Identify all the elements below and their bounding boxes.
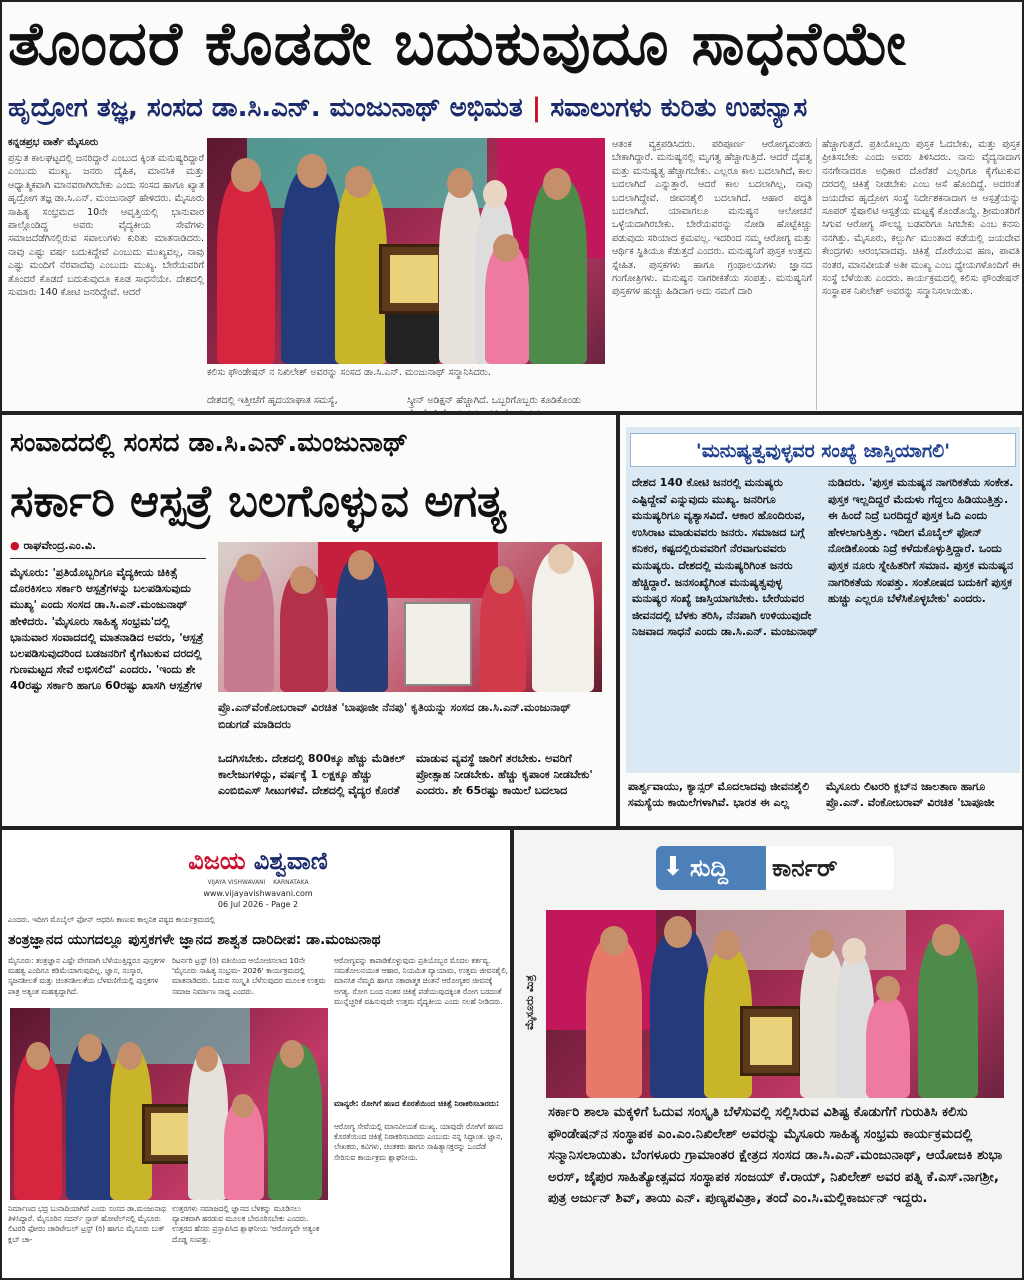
masthead-part-a: ವಿಜಯ xyxy=(188,847,246,875)
clip5-banner-box xyxy=(656,846,766,890)
clip5-photo xyxy=(546,910,1004,1098)
clip1-col1: ಪ್ರಸ್ತುತ ಕಾಲಘಟ್ಟದಲ್ಲಿ ಜನರಿದ್ದಾರೆ ಎಂಬುದ ಕ್ಕಿಂತ ಮನುಷ್ಯರಿದ್ದಾರೆ ಎಂಬುದು ಮುಖ್ಯ. ಜನರು ದೈಹಿಕ, ಮಾನಸಿಕ ಮತ್ತು ಆಧ್ಯಾತ್ಮಿಕವಾಗಿ ಮಾನವರಾಗಿರಬೇಕು ಎಂದು ಸಂಸದ ಹಾಗೂ ಖ್ಯಾತ ಹೃದ್ರೋಗ ತಜ್ಞ ಡಾ.ಸಿ.ಎನ್. ಮಂಜುನಾಥ್ ಹೇಳಿದರು. ಮೈಸೂರು ಸಾಹಿತ್ಯ ಸಂಭ್ರಮದ 10ನೇ ಆವೃತ್ತಿಯಲ್ಲಿ ಭಾನುವಾರ ಪಾಲ್ಗೊಂಡಿದ್ದ ಅವರು ವೈದ್ಯಕೀಯ ಸೇವೆಗಳು ಸಮಾಜದೆಡೆಗಿನಲ್ಲಿರುವ ಸವಾಲುಗಳು ಕುರಿತು ಮಾತನಾಡಿದರು. ನಾವು ಎಷ್ಟು ವರ್ಷ ಬದುಕಿದ್ದೇವೆ ಎಂಬುದು ಮುಖ್ಯವಲ್ಲ, ನಾವು ಎಷ್ಟು ಮಂದಿಗೆ ನೆರವಾದೆವು ಎಂಬುದು ಮುಖ್ಯ. ಬೇರೆಯವರಿಗೆ ತೊಂದರೆ ಕೊಡದೆ ಬದುಕುವುದೂ ಕೂಡ ಸಾಧನೆಯೇ. ದೇಶದಲ್ಲಿ ಸುಮಾರು 140 ಕೋಟಿ ಜನರಿದ್ದೇವೆ. ಆದರೆ xyxy=(8,153,204,299)
clip2-col-a: ಒದಗಿಸಬೇಕು. ದೇಶದಲ್ಲಿ 800ಕ್ಕೂ ಹೆಚ್ಚು ಮೆಡಿಕಲ್ ಕಾಲೇಜುಗಳಿದ್ದು, ವರ್ಷಕ್ಕೆ 1 ಲಕ್ಷಕ್ಕೂ ಹೆಚ್ಚು ಎಂಬಿಬಿಎಸ್ ಸೀಟುಗಳಿವೆ. ದೇಶದಲ್ಲಿ ವೈದ್ಯರ ಕೊರತೆ xyxy=(218,752,406,798)
clip2-headline: ಸರ್ಕಾರಿ ಆಸ್ಪತ್ರೆ ಬಲಗೊಳ್ಳುವ ಅಗತ್ಯ xyxy=(10,476,507,527)
clip4-date: 06 Jul 2026 - Page 2 xyxy=(217,900,299,909)
clip4-subhead: ಮಾನ್ಯರೇ: ರೋಗಿಗೆ ಹಣದ ಕೊರತೆಯಿಂದ ಚಿಕಿತ್ಸೆ ನಿರಾಕರಿಸಬಾರದು: xyxy=(334,1099,500,1108)
clip4-photo xyxy=(10,1008,328,1200)
clip2-photo xyxy=(218,542,602,692)
clip2-byline-text: ರಾಘವೇಂದ್ರ.ಎಂ.ವಿ. xyxy=(23,539,97,552)
clip4-col2b: ಉತ್ತರಗಳು ಸಮಾಜದಲ್ಲಿ ಜ್ಞಾನದ ಬೆಳಕನ್ನು ಮೂಡಿಸಲು ವ್ಯಾಪಕವಾಗಿ ಹರಡುವ ಮೂಲಕ ಬೇರೂರಿಸಬೇಕು ಎಂದರು. ಉತ್ತರದ ಹೆಸರು ಪ್ರಸ್ತಾಪಿಸಿದ ಶ್ಲಾಘನೀಯ 'ಆರೋಗ್ಯವೇ ಅತ್ಯಂತ ದೊಡ್ಡ ಸಂಪತ್ತು. xyxy=(172,1204,320,1244)
clip4-col3b: ಆರೋಗ್ಯ ಸೇವೆಯಲ್ಲಿ ಮಾನವೀಯತೆ ಮುಖ್ಯ. ಯಾವುದೇ ರೋಗಿಗೆ ಹಣದ ಕೊರತೆಯಿಂದ ಚಿಕಿತ್ಸೆ ನಿರಾಕರಿಸಬಾರದು ಎಂಬುದು ನನ್ನ ಸಿದ್ಧಾಂತ. ಜ್ಞಾನ, ಲೇಖಕರು, ಕವಿಗಳು, ಚಿಂತಕರು ಹಾಗೂ ಸಾಹಿತ್ಯಾಸಕ್ತರನ್ನು ಒಂದೆಡೆ ಸೇರಿಸುವ ಕಾರ್ಯಕ್ರಮ ಶ್ಲಾಘನೀಯ. xyxy=(334,1122,503,1162)
clip1-byline: ಕನ್ನಡಪ್ರಭ ವಾರ್ತೆ ಮೈಸೂರು xyxy=(8,137,99,148)
clip3-below-col2: ಮೈಸೂರು ಲಿಟರರಿ ಕ್ಲಬ್‌ನ ಜಾಲತಾಣ ಹಾಗೂ ಪ್ರೊ.ಎನ್. ವೆಂಕೋಬರಾವ್ ವಿರಚಿತ 'ಬಾಪೂಜೀ xyxy=(826,780,995,810)
clip5-banner xyxy=(656,846,894,890)
clip4-col1: ಮೈಸೂರು: ತಂತ್ರಜ್ಞಾನ ಎಷ್ಟೇ ವೇಗವಾಗಿ ಬೆಳೆಯುತ್ತಿದ್ದರೂ ಪುಸ್ತಕಗಳ ಮಹತ್ವ ಎಂದಿಗೂ ಕಡಿಮೆಯಾಗುವುದಿಲ್ಲ. ಜ್ಞಾನ, ಸಂಸ್ಕಾರ, ಸೃಜನಶೀಲತೆ ಮತ್ತು ಚಿಂತನಶೀಲತೆಯ ಬೆಳವಣಿಗೆಯಲ್ಲಿ ಪುಸ್ತಕಗಳ ಪಾತ್ರ ಅತ್ಯಂತ ಮಹತ್ವದ್ದಾಗಿದೆ. xyxy=(8,956,165,996)
clip4-region: KARNATAKA xyxy=(273,879,309,886)
clip1-photo xyxy=(207,138,605,364)
clip5-side-label: ಮೈಸೂರು ಮಿತ್ರ xyxy=(523,975,536,1030)
masthead-part-b: ವಿಶ್ವವಾಣಿ xyxy=(253,847,328,875)
clip2-byline xyxy=(10,537,206,555)
clip1-subhead-right: ಸವಾಲುಗಳು ಕುರಿತು ಉಪನ್ಯಾಸ xyxy=(550,93,808,123)
clip3-below-col1: ಪಾರ್ಶ್ವವಾಯು, ಕ್ಯಾನ್ಸರ್ ಮೊದಲಾದವು ಜೀವನಶೈಲಿ ಸಮಸ್ಯೆಯ ಕಾಯಿಲೆಗಳಾಗಿವೆ. ಭಾರತ ಈ ಎಲ್ಲ xyxy=(628,780,810,810)
clip4-headline: ತಂತ್ರಜ್ಞಾನದ ಯುಗದಲ್ಲೂ ಪುಸ್ತಕಗಳೇ ಜ್ಞಾನದ ಶಾಶ್ವತ ದಾರಿದೀಪ: ಡಾ.ಮಂಜುನಾಥ xyxy=(8,932,381,948)
clip4-col1b: ನಿರ್ಮಾಣದ ಭದ್ರ ಬುನಾದಿಯಾಗಿವೆ ಎಂದು ಸಂಸದ ಡಾ.ಮಂಜುನಾಥ ತಿಳಿಸಿದ್ದಾರೆ. ಮೈಸೂರಿನ ಸದರ್ನ್ ಸ್ಟಾರ್ ಹೋಟೆಲ್‌ನಲ್ಲಿ ಮೈಸೂರು ಲಿಟರರಿ ಫೋರಂ ಚಾರಿಟೇಬಲ್ ಟ್ರಸ್ಟ್ (ರಿ) ಹಾಗೂ ಮೈಸೂರು ಬುಕ್ ಕ್ಲಬ್ ಚಾ- xyxy=(8,1204,166,1244)
clip4-url: www.vijayavishwavani.com xyxy=(203,889,313,898)
clip1-under-photo-a: ದೇಶದಲ್ಲಿ ಇತ್ತೀಚೆಗೆ ಹೃದಯಾಘಾತ ಸಮಸ್ಯೆ, xyxy=(207,395,338,406)
clip1-subhead-sep: | xyxy=(531,93,542,123)
clip5-banner-b: ಕಾರ್ನರ್ xyxy=(772,854,838,882)
clip5-banner-a: ಸುದ್ದಿ xyxy=(690,854,729,882)
clipping-prajavani xyxy=(0,413,618,828)
clip5-body: ಸರ್ಕಾರಿ ಶಾಲಾ ಮಕ್ಕಳಿಗೆ ಓದುವ ಸಂಸ್ಕೃತಿ ಬೆಳೆಸುವಲ್ಲಿ ಸಲ್ಲಿಸಿರುವ ವಿಶಿಷ್ಟ ಕೊಡುಗೆಗೆ ಗುರುತಿಸಿ ಕಲಿಸು ಫೌಂಡೇಷನ್‌ನ ಸಂಸ್ಥಾಪಕ ಎಂ.ಎಂ.ನಿಖಿಲೇಶ್ ಅವರನ್ನು ಮೈಸೂರು ಸಾಹಿತ್ಯ ಸಂಭ್ರಮ ಕಾರ್ಯಕ್ರಮದಲ್ಲಿ ಸನ್ಮಾನಿಸಲಾಯಿತು. ಬೆಂಗಳೂರು ಗ್ರಾಮಾಂತರ ಕ್ಷೇತ್ರದ ಸಂಸದ ಡಾ.ಸಿ.ಎನ್.ಮಂಜುನಾಥ್, ಆಯೋಜಕಿ ಶುಭಾ ಅರಸ್, ಜೈಪುರ ಸಾಹಿತ್ಯೋತ್ಸವದ ಸಂಸ್ಥಾಪಕ ಸಂಜಯ್ ಕೆ.ರಾಯ್, ನಿಖಿಲೇಶ್ ಅವರ ಪತ್ನಿ ಕೆ.ಎಸ್.ನಾಗಶ್ರೀ, ಪುತ್ರ ಅರ್ಜುನ್ ಶಿವ್, ತಾಯಿ ಎನ್. ಪುಣ್ಯಪವಿತ್ರಾ, ತಂದೆ ಎಂ.ಸಿ.ಮಲ್ಲಿಕಾರ್ಜುನ್ ಇದ್ದರು. xyxy=(548,1105,1003,1206)
clip4-col2: ರಿಟರ್ನರಿ ಟ್ರಸ್ಟ್ (ರಿ) ವತಿಯಿಂದ ಆಯೋಜಿಸಲಾದ 10ನೇ 'ಮೈಸೂರು ಸಾಹಿತ್ಯ ಸಂಭ್ರಮ- 2026' ಕಾರ್ಯಕ್ರಮದಲ್ಲಿ ಮಾತನಾಡಿದರು. ಓದುವ ಸಂಸ್ಕೃತಿ ಬೆಳೆಸುವುದರ ಮೂಲಕ ಉತ್ತಮ ಸಮಾಜ ನಿರ್ಮಾಣ ಸಾಧ್ಯ ಎಂದರು. xyxy=(172,956,326,996)
clip2-photo-caption: ಪ್ರೊ.ಎನ್‌ವೆಂಕೋಬರಾವ್ ವಿರಚಿತ 'ಬಾಪೂಜೀ ನೆನಪು' ಕೃತಿಯನ್ನು ಸಂಸದ ಡಾ.ಸಿ.ಎನ್.ಮಂಜುನಾಥ್ ಬಿಡುಗಡೆ ಮಾಡಿದರು xyxy=(218,701,571,731)
clip1-photo-caption: ಕಲಿಸು ಫೌಂಡೇಷನ್ ನ ನಿಖಿಲೇಶ್ ಅವರನ್ನು ಸಂಸದ ಡಾ.ಸಿ.ಎನ್. ಮಂಜುನಾಥ್ ಸನ್ಮಾನಿಸಿದರು. xyxy=(207,367,491,378)
clip3-box-title: 'ಮನುಷ್ಯತ್ವವುಳ್ಳವರ ಸಂಖ್ಯೆ ಜಾಸ್ತಿಯಾಗಲಿ' xyxy=(630,433,1016,467)
clip1-subheadline xyxy=(8,88,1018,128)
clip1-headline: ತೊಂದರೆ ಕೊಡದೇ ಬದುಕುವುದೂ ಸಾಧನೆಯೇ xyxy=(8,9,907,79)
bullet-icon: ● xyxy=(10,539,20,552)
clipping-kannadaprabha xyxy=(0,0,1024,413)
clip3-box-col2: ನುಡಿದರು. 'ಪುಸ್ತಕ ಮನುಷ್ಯನ ನಾಗರಿಕತೆಯ ಸಂಕೇತ. ಪುಸ್ತಕ ಇಲ್ಲದಿದ್ದರೆ ಮೆದುಳು ಗೆದ್ದಲು ಹಿಡಿಯುತ್ತಿತ್ತು. ಈ ಹಿಂದೆ ನಿದ್ರೆ ಬರದಿದ್ದರೆ ಪುಸ್ತಕ ಓದಿ ಎಂದು ಹೇಳಲಾಗುತ್ತಿತ್ತು. ಇದೀಗ ಮೊಬೈಲ್ ಫೋನ್ ನೋಡಿಕೊಂಡು ನಿದ್ರೆ ಕಳೆದುಕೊಳ್ಳುತ್ತಿದ್ದಾರೆ. ಒಂದು ಪುಸ್ತಕ ನೂರು ಸ್ನೇಹಿತರಿಗೆ ಸಮಾನ. ಪುಸ್ತಕ ಮನುಷ್ಯನ ನಾಗರಿಕತೆಯ ಸಂಪತ್ತು. ಸಂತೋಷದ ಬದುಕಿಗೆ ಪುಸ್ತಕ ಹುಚ್ಚು ಎಲ್ಲರೂ ಬೆಳೆಸಿಕೊಳ್ಳಬೇಕು' ಎಂದರು. xyxy=(828,476,1014,606)
clip3-box-col1: ದೇಶದ 140 ಕೋಟಿ ಜನರಲ್ಲಿ ಮನುಷ್ಯರು ಎಷ್ಟಿದ್ದೇವೆ ಎನ್ನುವುದು ಮುಖ್ಯ. ಜನರಿಗೂ ಮನುಷ್ಯರಿಗೂ ವ್ಯತ್ಯಾಸವಿದೆ. ಆಕಾರ ಹೊಂದಿರುವ, ಉಸಿರಾಟ ಮಾಡುವವರು ಜನರು. ಸಮಾಜದ ಬಗ್ಗೆ ಕನಿಕರ, ಕಷ್ಟದಲ್ಲಿರುವವರಿಗೆ ನೆರವಾಗುವವರು ಮನುಷ್ಯರು. ದೇಶದಲ್ಲಿ ಮನುಷ್ಯರಿಗಿಂತ ಜನರು ಹೆಚ್ಚಿದ್ದಾರೆ. ಜನಸಂಖ್ಯೆಗಿಂತ ಮನುಷ್ಯತ್ವವುಳ್ಳ ಮನುಷ್ಯರ ಸಂಖ್ಯೆ ಜಾಸ್ತಿಯಾಗಬೇಕು. ಬೇರೆಯವರ ಜೀವನದಲ್ಲಿ ಬೆಳಕು ತರಿಸಿ, ನೆನಪಾಗಿ ಉಳಿಯುವುದೇ ನಿಜವಾದ ಸಾಧನೆ ಎಂದು ಡಾ.ಸಿ.ಎನ್. ಮಂಜುನಾಥ್ xyxy=(632,476,818,639)
clipping-vijaya-vishwavani xyxy=(0,828,512,1280)
clip4-tagline-text: VIJAYA VISHWAVANI xyxy=(207,879,266,886)
clip1-under-photo-b: ಸ್ಕ್ರೀನ್ ಅಡಿಕ್ಷನ್ ಹೆಚ್ಚಾಗಿದೆ. ಒಬ್ಬರಿಗೊಬ್ಬರು ಕೂಡಿಕೊಂಡು xyxy=(407,395,582,406)
clip2-col-b: ಮಾಡುವ ವ್ಯವಸ್ಥೆ ಜಾರಿಗೆ ತರಬೇಕು. ಅವರಿಗೆ ಪ್ರೋತ್ಸಾಹ ನೀಡಬೇಕು. ಹೆಚ್ಚು ಕೃಪಾಂಕ ನೀಡಬೇಕು' ಎಂದರು. ಶೇ 65ರಷ್ಟು ಕಾಯಿಲೆ ಬದಲಾದ xyxy=(416,752,593,798)
clip4-masthead xyxy=(152,844,364,878)
clip2-lead: ಮೈಸೂರು: 'ಪ್ರತಿಯೊಬ್ಬರಿಗೂ ವೈದ್ಯಕೀಯ ಚಿಕಿತ್ಸೆ ದೊರಕಿಸಲು ಸರ್ಕಾರಿ ಆಸ್ಪತ್ರೆಗಳನ್ನು ಬಲಪಡಿಸುವುದು ಮುಖ್ಯ' ಎಂದು ಸಂಸದ ಡಾ.ಸಿ.ಎನ್.ಮಂಜುನಾಥ್ ಹೇಳಿದರು. 'ಮೈಸೂರು ಸಾಹಿತ್ಯ ಸಂಭ್ರಮ'ದಲ್ಲಿ ಭಾನುವಾರ ಸಂವಾದದಲ್ಲಿ ಮಾತನಾಡಿದ ಅವರು, 'ಆಸ್ಪತ್ರೆ ಬಲಪಡಿಸುವುದರಿಂದ ಬಡಜನರಿಗೆ ಕೈಗೆಟುಕುವ ದರದಲ್ಲಿ ಗುಣಮಟ್ಟದ ಸೇವೆ ಲಭಿಸಲಿದೆ' ಎಂದರು. 'ಇಂದು ಶೇ 40ರಷ್ಟು ಸರ್ಕಾರಿ ಹಾಗೂ 60ರಷ್ಟು ಖಾಸಗಿ ಆಸ್ಪತ್ರೆಗಳ xyxy=(10,566,204,693)
clip4-tagline xyxy=(152,878,364,888)
clip1-subhead-left: ಹೃದ್ರೋಗ ತಜ್ಞ, ಸಂಸದ ಡಾ.ಸಿ.ಎನ್. ಮಂಜುನಾಥ್ ಅಭಿಮತ xyxy=(8,93,523,123)
clip4-top-strip: ಎಂದರು. ಇದೀಗ ಮೊಬೈಲ್ ಫೋನ್ ಆಧರಿಸಿ ಕಾಣುವ ಕಾಲ್ಪನಿಕ ಪಠ್ಯದ ಕಾರ್ಯಕ್ರಮದಲ್ಲಿ xyxy=(8,915,215,924)
clipping-suddi-corner xyxy=(512,828,1024,1280)
clip2-kicker: ಸಂವಾದದಲ್ಲಿ ಸಂಸದ ಡಾ.ಸಿ.ಎನ್.ಮಂಜುನಾಥ್ xyxy=(10,428,409,458)
clipping-box-humanity xyxy=(618,413,1024,828)
clip4-col3: ಆರೋಗ್ಯವನ್ನು ಕಾಪಾಡಿಕೊಳ್ಳುವುದು ಪ್ರತಿಯೊಬ್ಬರ ಮೊದಲ ಕರ್ತವ್ಯ. ಸಮತೋಲನಯುತ ಆಹಾರ, ನಿಯಮಿತ ವ್ಯಾಯಾಮ, ಉತ್ತಮ ಜೀವನಶೈಲಿ, ಮಾನಸಿಕ ನೆಮ್ಮದಿ ಹಾಗೂ ಸಕಾರಾತ್ಮಕ ಚಿಂತನೆ ಆರೋಗ್ಯಕರ ಜೀವನಕ್ಕೆ ಅಗತ್ಯ. ರೋಗ ಬಂದ ನಂತರ ಚಿಕಿತ್ಸೆ ಪಡೆಯುವುದಕ್ಕಿಂತ ರೋಗ ಬರದಂತೆ ಮುನ್ನೆಚ್ಚರಿಕೆ ವಹಿಸುವುದೇ ಉತ್ತಮ ವೈದ್ಯಕೀಯ ಎಂದು ಸಲಹೆ ನೀಡಿದರು. xyxy=(334,956,508,1006)
clip1-col2: ಆತಂಕ ವ್ಯಕ್ತಪಡಿಸಿದರು. ಪರಿಪೂರ್ಣ ಆರೋಗ್ಯವಂತರು ಬೇಕಾಗಿದ್ದಾರೆ. ಮನುಷ್ಯನಲ್ಲಿ ಮೃಗತ್ವ ಹೆಚ್ಚಾಗುತ್ತಿದೆ. ಆದರೆ ದೈವತ್ವ ಮತ್ತು ಮನುಷ್ಯತ್ವ ಹೆಚ್ಚಾಗಬೇಕು. ಎಲ್ಲರೂ ಕಾಲ ಬದಲಾಗಿದೆ, ಕಾಲ ಬದಲಾಗಿದೆ ಎನ್ನುತ್ತಾರೆ. ಆದರೆ ಕಾಲ ಬದಲಾಗಿಲ್ಲ, ನಾವು ಬದಲಾಗಿದ್ದೇವೆ. ಜೀವನಶೈಲಿ ಬದಲಾಗಿದೆ. ಆಹಾರ ಪದ್ಧತಿ ಬದಲಾಗಿದೆ. ಯಾವಾಗಲೂ ಮನುಷ್ಯನ ಆಲೋಚನೆ ಒಳ್ಳೆಯದಾಗಿರಬೇಕು. ಬೇರೆಯವರನ್ನು ನೋಡಿ ಹೊಟ್ಟೆಕಿಚ್ಚು ಪಡುವುದು ಸರಿಯಾದ ಕ್ರಮವಲ್ಲ. ಇದರಿಂದ ನಮ್ಮ ಆರೋಗ್ಯ ಮತ್ತು ಆರ್ಥಿಕ ಸ್ಥಿತಿಯೂ ಕೆಡುತ್ತದೆ ಎಂದರು. ಮನುಷ್ಯನಿಗೆ ಪುಸ್ತಕ ಉತ್ತಮ ಸ್ನೇಹಿತ. ಪುಸ್ತಕಗಳು ಹಾಗೂ ಗ್ರಂಥಾಲಯಗಳು ಜ್ಞಾನದ ಗಂಗೋತ್ರಿಗಳು. ಮನುಷ್ಯನ ನಾಗರೀಕತೆಯ ಸಂಪತ್ತು. ಮನುಷ್ಯನಿಗೆ ಪುಸ್ತಕಗಳ ಹುಚ್ಚು ಹಿಡಿದಾಗ ಅದು ನಮಗೆ ದಾರಿ xyxy=(612,139,812,298)
down-arrow-icon: ⬇ xyxy=(662,852,684,882)
clip1-col3: ಹೆಚ್ಚಾಗುತ್ತದೆ. ಪ್ರತಿಯೊಬ್ಬರು ಪುಸ್ತಕ ಓದಬೇಕು, ಮತ್ತು ಪುಸ್ತಕ ಪ್ರೀತಿಸಬೇಕು ಎಂದು ಅವರು ತಿಳಿಸಿದರು. ನಾನು ವೈದ್ಯನಾದಾಗ ನನಗೇನಾದರೂ ಅಧಿಕಾರ ದೊರೆತರೆ ಎಲ್ಲರಿಗೂ ಕೈಗೆಟುಕುವ ದರದಲ್ಲಿ ಚಿಕಿತ್ಸೆ ನೀಡಬೇಕು ಎಂಬ ಆಸೆ ಹೊಂದಿದ್ದೆ. ಅದರಂತೆ ಜಯದೇವ ಹೃದ್ರೋಗ ಸಂಸ್ಥೆ ನಿರ್ದೇಶಕನಾದಾಗ ಆ ಆಸ್ಪತ್ರೆಯನ್ನು ಸೂಪರ್ ಸ್ಪೆಷಾಲಿಟಿ ಆಸ್ಪತ್ರೆಯ ಮಟ್ಟಕ್ಕೆ ಕೊಂಡೊಯ್ದೆ. ಶ್ರೀಮಂತರಿಗೆ ಸಿಗುವ ಆರೋಗ್ಯ ಸೌಲಭ್ಯ ಬಡವರಿಗೂ ಸಿಗಬೇಕು ಎಂಬ ಕನಸು ನನಗಿತ್ತು. ಮೈಸೂರು, ಕಲ್ಬುರ್ಗಿ ಮುಂತಾದ ಕಡೆಯಲ್ಲಿ ಜಯದೇವ ಕೇಂದ್ರಗಳು ಆರಂಭವಾದವು. ಚಿಕಿತ್ಸೆ ದೊರೆಯುವ ಹಣ, ಪಾವತಿ ನಂತರ, ಮಾನವೀಯತೆ ಅತೀ ಮುಖ್ಯ ಎಂಬ ಧ್ಯೇಯಗಳೊಂದಿಗೆ ಈ ಸಂಸ್ಥೆ ಬೆಳೆಯಿತು ಎಂದರು. ಕಾರ್ಯಕ್ರಮದಲ್ಲಿ ಕಲಿಸು ಫೌಂಡೇಷನ್ ಸಂಸ್ಥಾಪಕ ನಿಖಿಲೇಶ್ ಅವರನ್ನು ಸನ್ಮಾನಿಸಲಾಯಿತು. xyxy=(822,139,1020,298)
